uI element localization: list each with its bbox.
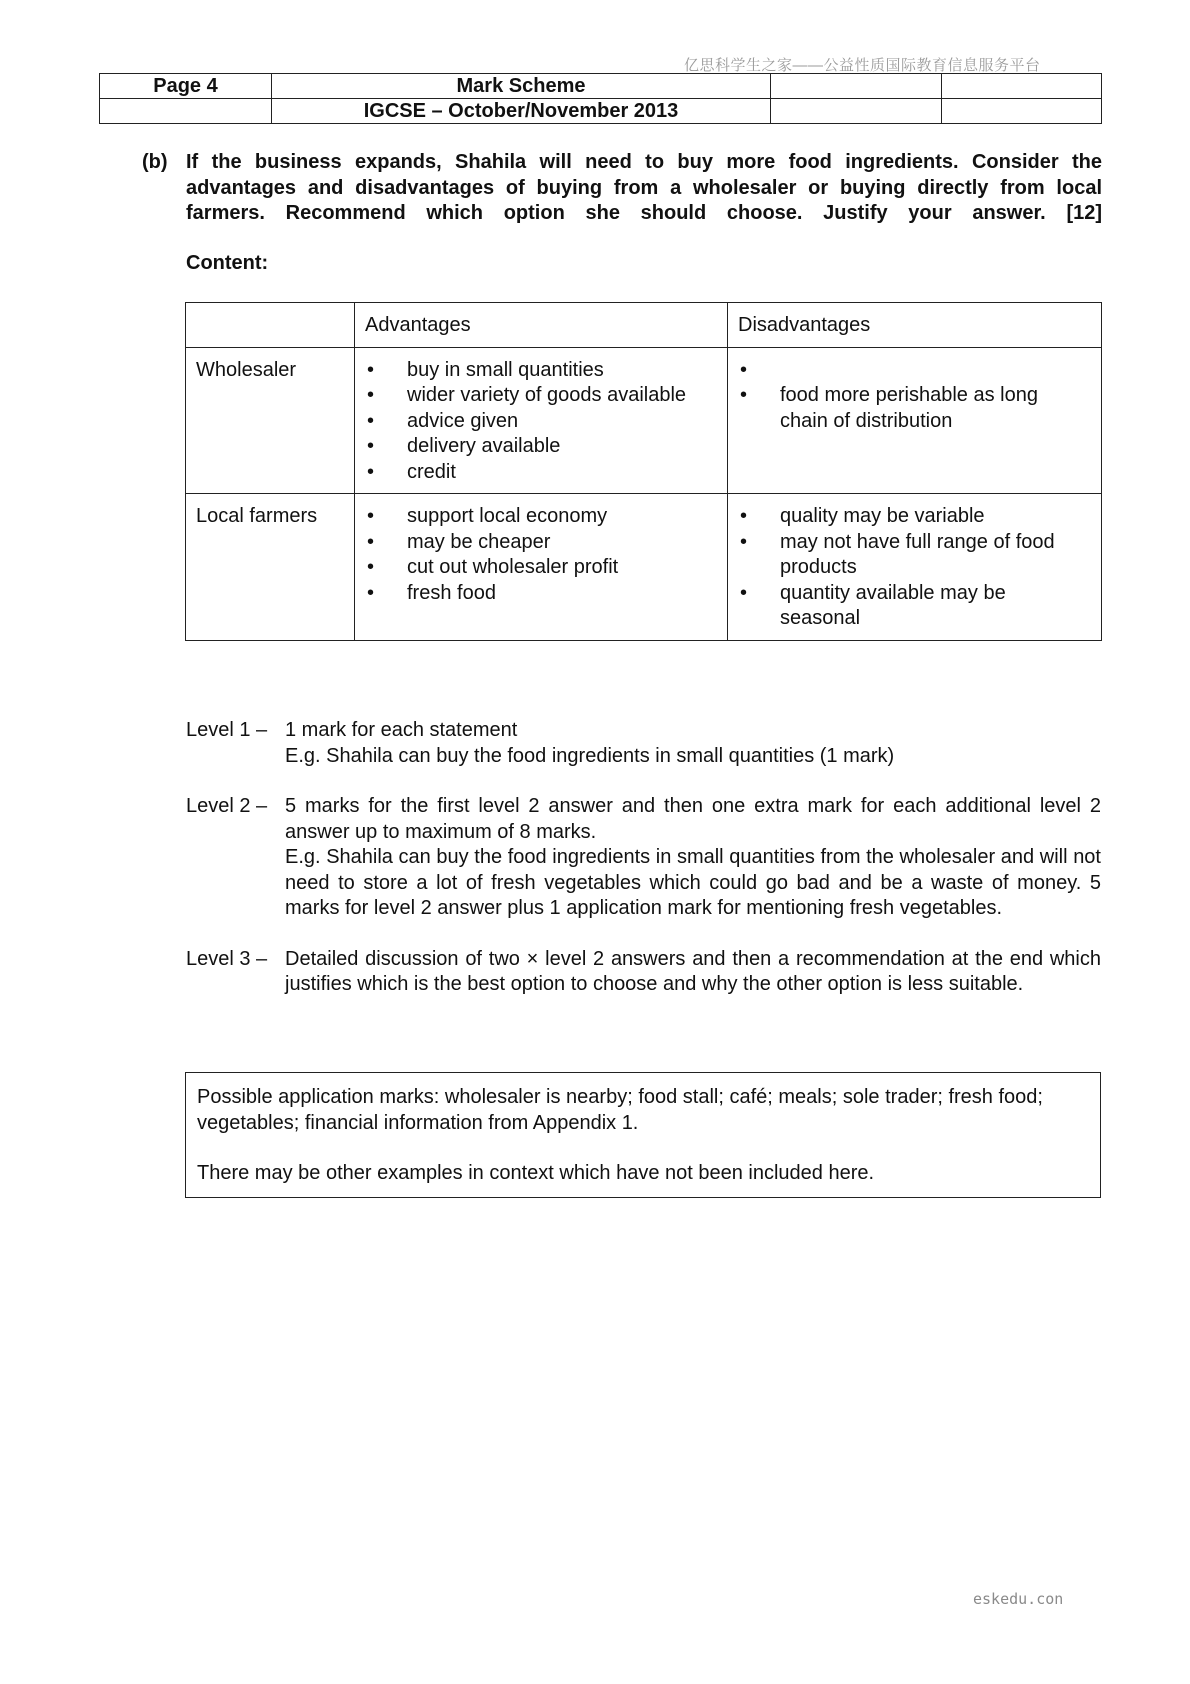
question-block [142,150,1102,227]
list-item: • delivery available [365,434,717,460]
list-item: • may not have full range of food products [738,530,1091,581]
header-empty-cell [771,99,942,124]
list-item: • quality may be variable [738,504,1091,530]
application-marks-box [185,1072,1101,1198]
list-item: • may be cheaper [365,530,717,556]
mark-scheme-header [99,73,1102,124]
list-item: • wider variety of goods available [365,383,717,409]
table-row [186,494,1102,641]
header-empty-cell [942,99,1102,124]
note-line: There may be other examples in context which have not been included here. [197,1162,875,1184]
disadvantages-cell [728,494,1102,641]
level-line: E.g. Shahila can buy the food ingredients in small quantities from the wholesaler and will not need to store a lot of fresh vegetables which could go bad and be a waste of money. 5 marks for level 2 answer plus 1 application mark for mentioning fresh vegetables. [285,846,1101,919]
list-item: • credit [365,460,717,486]
level-3 [186,947,1101,998]
level-2 [186,794,1101,922]
advantages-cell [355,347,728,494]
table-row [186,347,1102,494]
list-item: • quantity available may be seasonal [738,581,1091,632]
level-descriptors [186,718,1101,1023]
header-empty-cell [771,74,942,99]
row-label: Local farmers [186,494,355,641]
document-title: Mark Scheme [272,74,771,99]
disadvantages-cell [728,347,1102,494]
level-line: E.g. Shahila can buy the food ingredients in small quantities (1 mark) [285,744,895,767]
list-item: • food more perishable as long chain of distribution [738,383,1091,434]
list-item: • buy in small quantities [365,358,717,384]
question-label: (b) [142,151,168,173]
row-label: Wholesaler [186,347,355,494]
page-number: Page 4 [100,74,272,99]
level-name: Level 2 – [186,795,268,817]
level-line: 1 mark for each statement [285,719,518,741]
level-line: 5 marks for the first level 2 answer and then one extra mark for each additional level 2 answer up to maximum of 8 marks. [285,795,1101,843]
list-item: • cut out wholesaler profit [365,555,717,581]
level-1 [186,718,1101,769]
table-header-row [186,303,1102,348]
header-empty-cell [942,74,1102,99]
list-item: • fresh food [365,581,717,607]
question-text: If the business expands, Shahila will need to buy more food ingredients. Consider the advantages and disadvantages of buying from a wholesaler or buying directly from local farmers. Recommend which option she should choose. Justify your answer. [186,151,1102,224]
table-header-cell: Disadvantages [728,303,1102,348]
note-line: Possible application marks: wholesaler is nearby; food stall; café; meals; sole trader; fresh food; vegetables; financial information from Appendix 1. [197,1086,1043,1134]
level-name: Level 1 – [186,719,268,741]
question-marks: [12] [1066,202,1103,224]
table-header-cell [186,303,355,348]
advantages-cell [355,494,728,641]
question-text-wrapper [186,150,1102,227]
document-subtitle: IGCSE – October/November 2013 [272,99,771,124]
content-label: Content: [186,252,269,274]
header-empty-cell [100,99,272,124]
watermark-bottom-text: eskedu.con [973,1590,1064,1608]
list-item: • support local economy [365,504,717,530]
level-line: Detailed discussion of two × level 2 answers and then a recommendation at the end which justifies which is the best option to choose and why the other option is less suitable. [285,947,1101,995]
advantages-disadvantages-table [185,302,1102,641]
table-header-cell: Advantages [355,303,728,348]
watermark-top-text: 亿思科学生之家——公益性质国际教育信息服务平台 [684,57,1041,74]
list-item: • advice given [365,409,717,435]
list-item [738,358,1091,384]
level-name: Level 3 – [186,947,268,970]
